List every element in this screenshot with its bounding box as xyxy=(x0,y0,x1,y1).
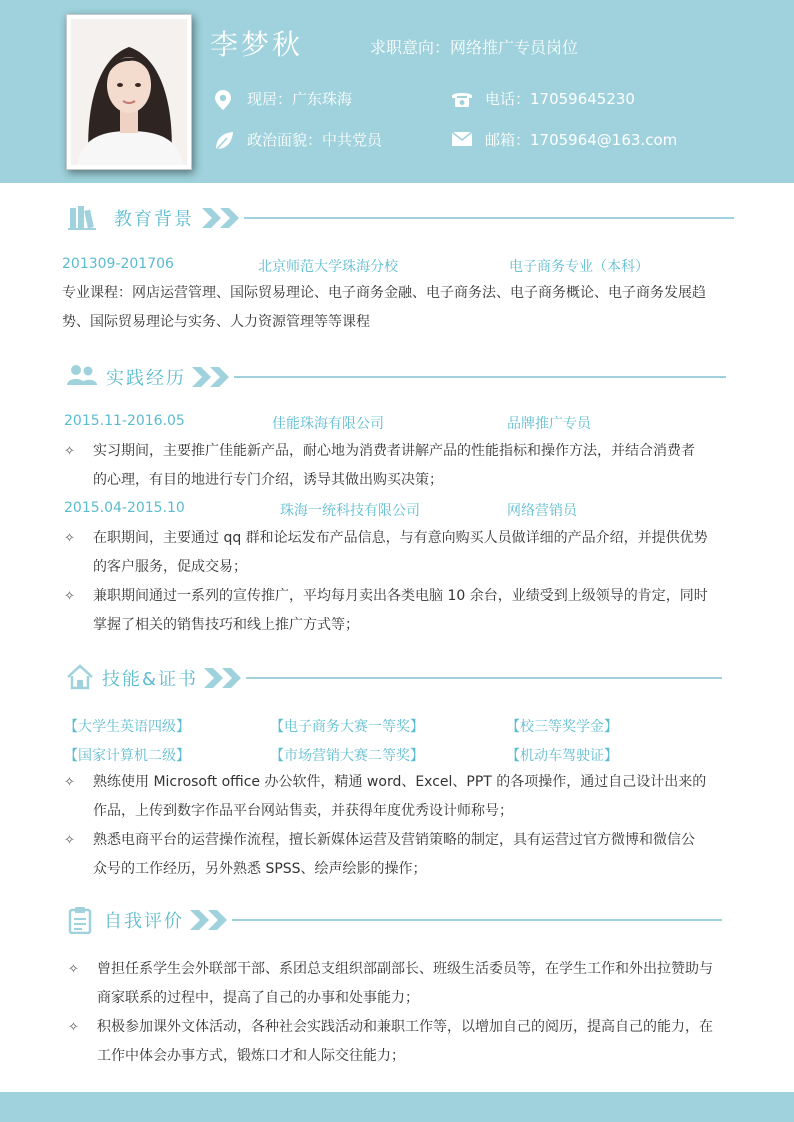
envelope-icon xyxy=(451,130,473,148)
double-chevron-icon xyxy=(190,910,228,930)
section-divider xyxy=(244,217,734,219)
section-title: 技能&证书 xyxy=(102,669,199,690)
location-pin-icon xyxy=(213,89,233,111)
section-divider xyxy=(234,376,726,378)
bullet-mark: ✧ xyxy=(64,531,75,546)
job-row xyxy=(64,413,744,433)
courses-line: 专业课程：网店运营管理、国际贸易理论、电子商务金融、电子商务法、电子商务概论、电子商务发展趋 xyxy=(62,285,706,301)
bullet-line: 熟练使用 Microsoft office 办公软件，精通 word、Excel、PPT 的各项操作，通过自己设计出来的 xyxy=(93,774,707,790)
bullet-line: 兼职期间通过一系列的宣传推广，平均每月卖出各类电脑 10 余台，业绩受到上级领导的肯定，同时 xyxy=(93,588,708,604)
bullet-mark: ✧ xyxy=(64,589,75,604)
cert-item: 【市场营销大赛二等奖】 xyxy=(270,748,424,764)
job-company: 珠海一统科技有限公司 xyxy=(280,503,420,519)
bullet-mark: ✧ xyxy=(68,962,79,977)
job-role: 网络营销员 xyxy=(507,503,577,519)
education-major: 电子商务专业（本科） xyxy=(509,259,649,275)
section-title: 自我评价 xyxy=(104,911,184,932)
leaf-icon xyxy=(213,130,235,152)
bullet-line: 曾担任系学生会外联部干部、系团总支组织部副部长、班级生活委员等，在学生工作和外出拉赞助与 xyxy=(97,961,713,977)
bullet-line: 的客户服务，促成交易； xyxy=(93,559,247,575)
bullet-line: 众号的工作经历，另外熟悉 SPSS、绘声绘影的操作； xyxy=(93,861,427,877)
profile-photo xyxy=(66,14,192,170)
job-intention: 求职意向：网络推广专员岗位 xyxy=(370,38,579,57)
footer-band xyxy=(0,1092,794,1122)
job-period: 2015.04-2015.10 xyxy=(64,500,185,516)
bullet-line: 熟悉电商平台的运营操作流程，擅长新媒体运营及营销策略的制定，具有运营过官方微博和微信公 xyxy=(93,832,695,848)
bullet-mark: ✧ xyxy=(64,775,75,790)
bullet-line: 商家联系的过程中，提高了自己的办事和处事能力； xyxy=(97,990,419,1006)
double-chevron-icon xyxy=(192,367,230,387)
job-company: 佳能珠海有限公司 xyxy=(272,416,384,432)
house-icon xyxy=(66,664,94,690)
job-period: 2015.11-2016.05 xyxy=(64,413,185,429)
bullet-line: 在职期间，主要通过 qq 群和论坛发布产品信息，与有意向购买人员做详细的产品介绍，并提供优势 xyxy=(93,530,708,546)
bullet-mark: ✧ xyxy=(64,833,75,848)
bullet-line: 作品，上传到数字作品平台网站售卖，并获得年度优秀设计师称号； xyxy=(93,803,513,819)
cert-row xyxy=(64,716,744,736)
education-school: 北京师范大学珠海分校 xyxy=(258,259,398,275)
double-chevron-icon xyxy=(202,208,240,228)
phone-text: 电话：17059645230 xyxy=(485,90,635,108)
education-period: 201309-201706 xyxy=(62,256,174,272)
cert-item: 【校三等奖学金】 xyxy=(506,719,618,735)
bullet-mark: ✧ xyxy=(64,444,75,459)
section-divider xyxy=(232,919,722,921)
cert-item: 【机动车驾驶证】 xyxy=(506,748,618,764)
email-text: 邮箱：1705964@163.com xyxy=(485,131,678,149)
bullet-mark: ✧ xyxy=(68,1020,79,1035)
bullet-line: 实习期间，主要推广佳能新产品，耐心地为消费者讲解产品的性能指标和操作方法，并结合消费者 xyxy=(93,443,695,459)
skills-section-header xyxy=(66,662,736,692)
job-row xyxy=(64,500,744,520)
practice-section-header xyxy=(66,361,736,391)
self-eval-section-header xyxy=(68,904,738,934)
people-icon xyxy=(66,363,98,387)
education-row xyxy=(62,256,742,276)
cert-item: 【国家计算机二级】 xyxy=(64,748,190,764)
cert-item: 【大学生英语四级】 xyxy=(64,719,190,735)
double-chevron-icon xyxy=(204,668,242,688)
bullet-line: 的心理，有目的地进行专门介绍，诱导其做出购买决策； xyxy=(93,472,443,488)
candidate-name: 李梦秋 xyxy=(210,28,304,61)
books-icon xyxy=(68,204,98,230)
education-section-header xyxy=(68,202,738,232)
section-title: 实践经历 xyxy=(106,368,186,389)
section-divider xyxy=(246,677,722,679)
telephone-icon xyxy=(451,89,473,109)
section-title: 教育背景 xyxy=(114,209,194,230)
bullet-line: 积极参加课外文体活动，各种社会实践活动和兼职工作等，以增加自己的阅历，提高自己的能力，在 xyxy=(97,1019,713,1035)
location-text: 现居：广东珠海 xyxy=(247,90,353,108)
bullet-line: 掌握了相关的销售技巧和线上推广方式等； xyxy=(93,617,359,633)
politics-text: 政治面貌：中共党员 xyxy=(247,131,383,149)
bullet-line: 工作中体会办事方式，锻炼口才和人际交往能力； xyxy=(97,1048,405,1064)
clipboard-icon xyxy=(68,906,92,934)
courses-line: 势、国际贸易理论与实务、人力资源管理等等课程 xyxy=(62,314,370,330)
courses-paragraph xyxy=(62,279,742,337)
cert-row xyxy=(64,745,744,765)
cert-item: 【电子商务大赛一等奖】 xyxy=(270,719,424,735)
job-role: 品牌推广专员 xyxy=(507,416,591,432)
